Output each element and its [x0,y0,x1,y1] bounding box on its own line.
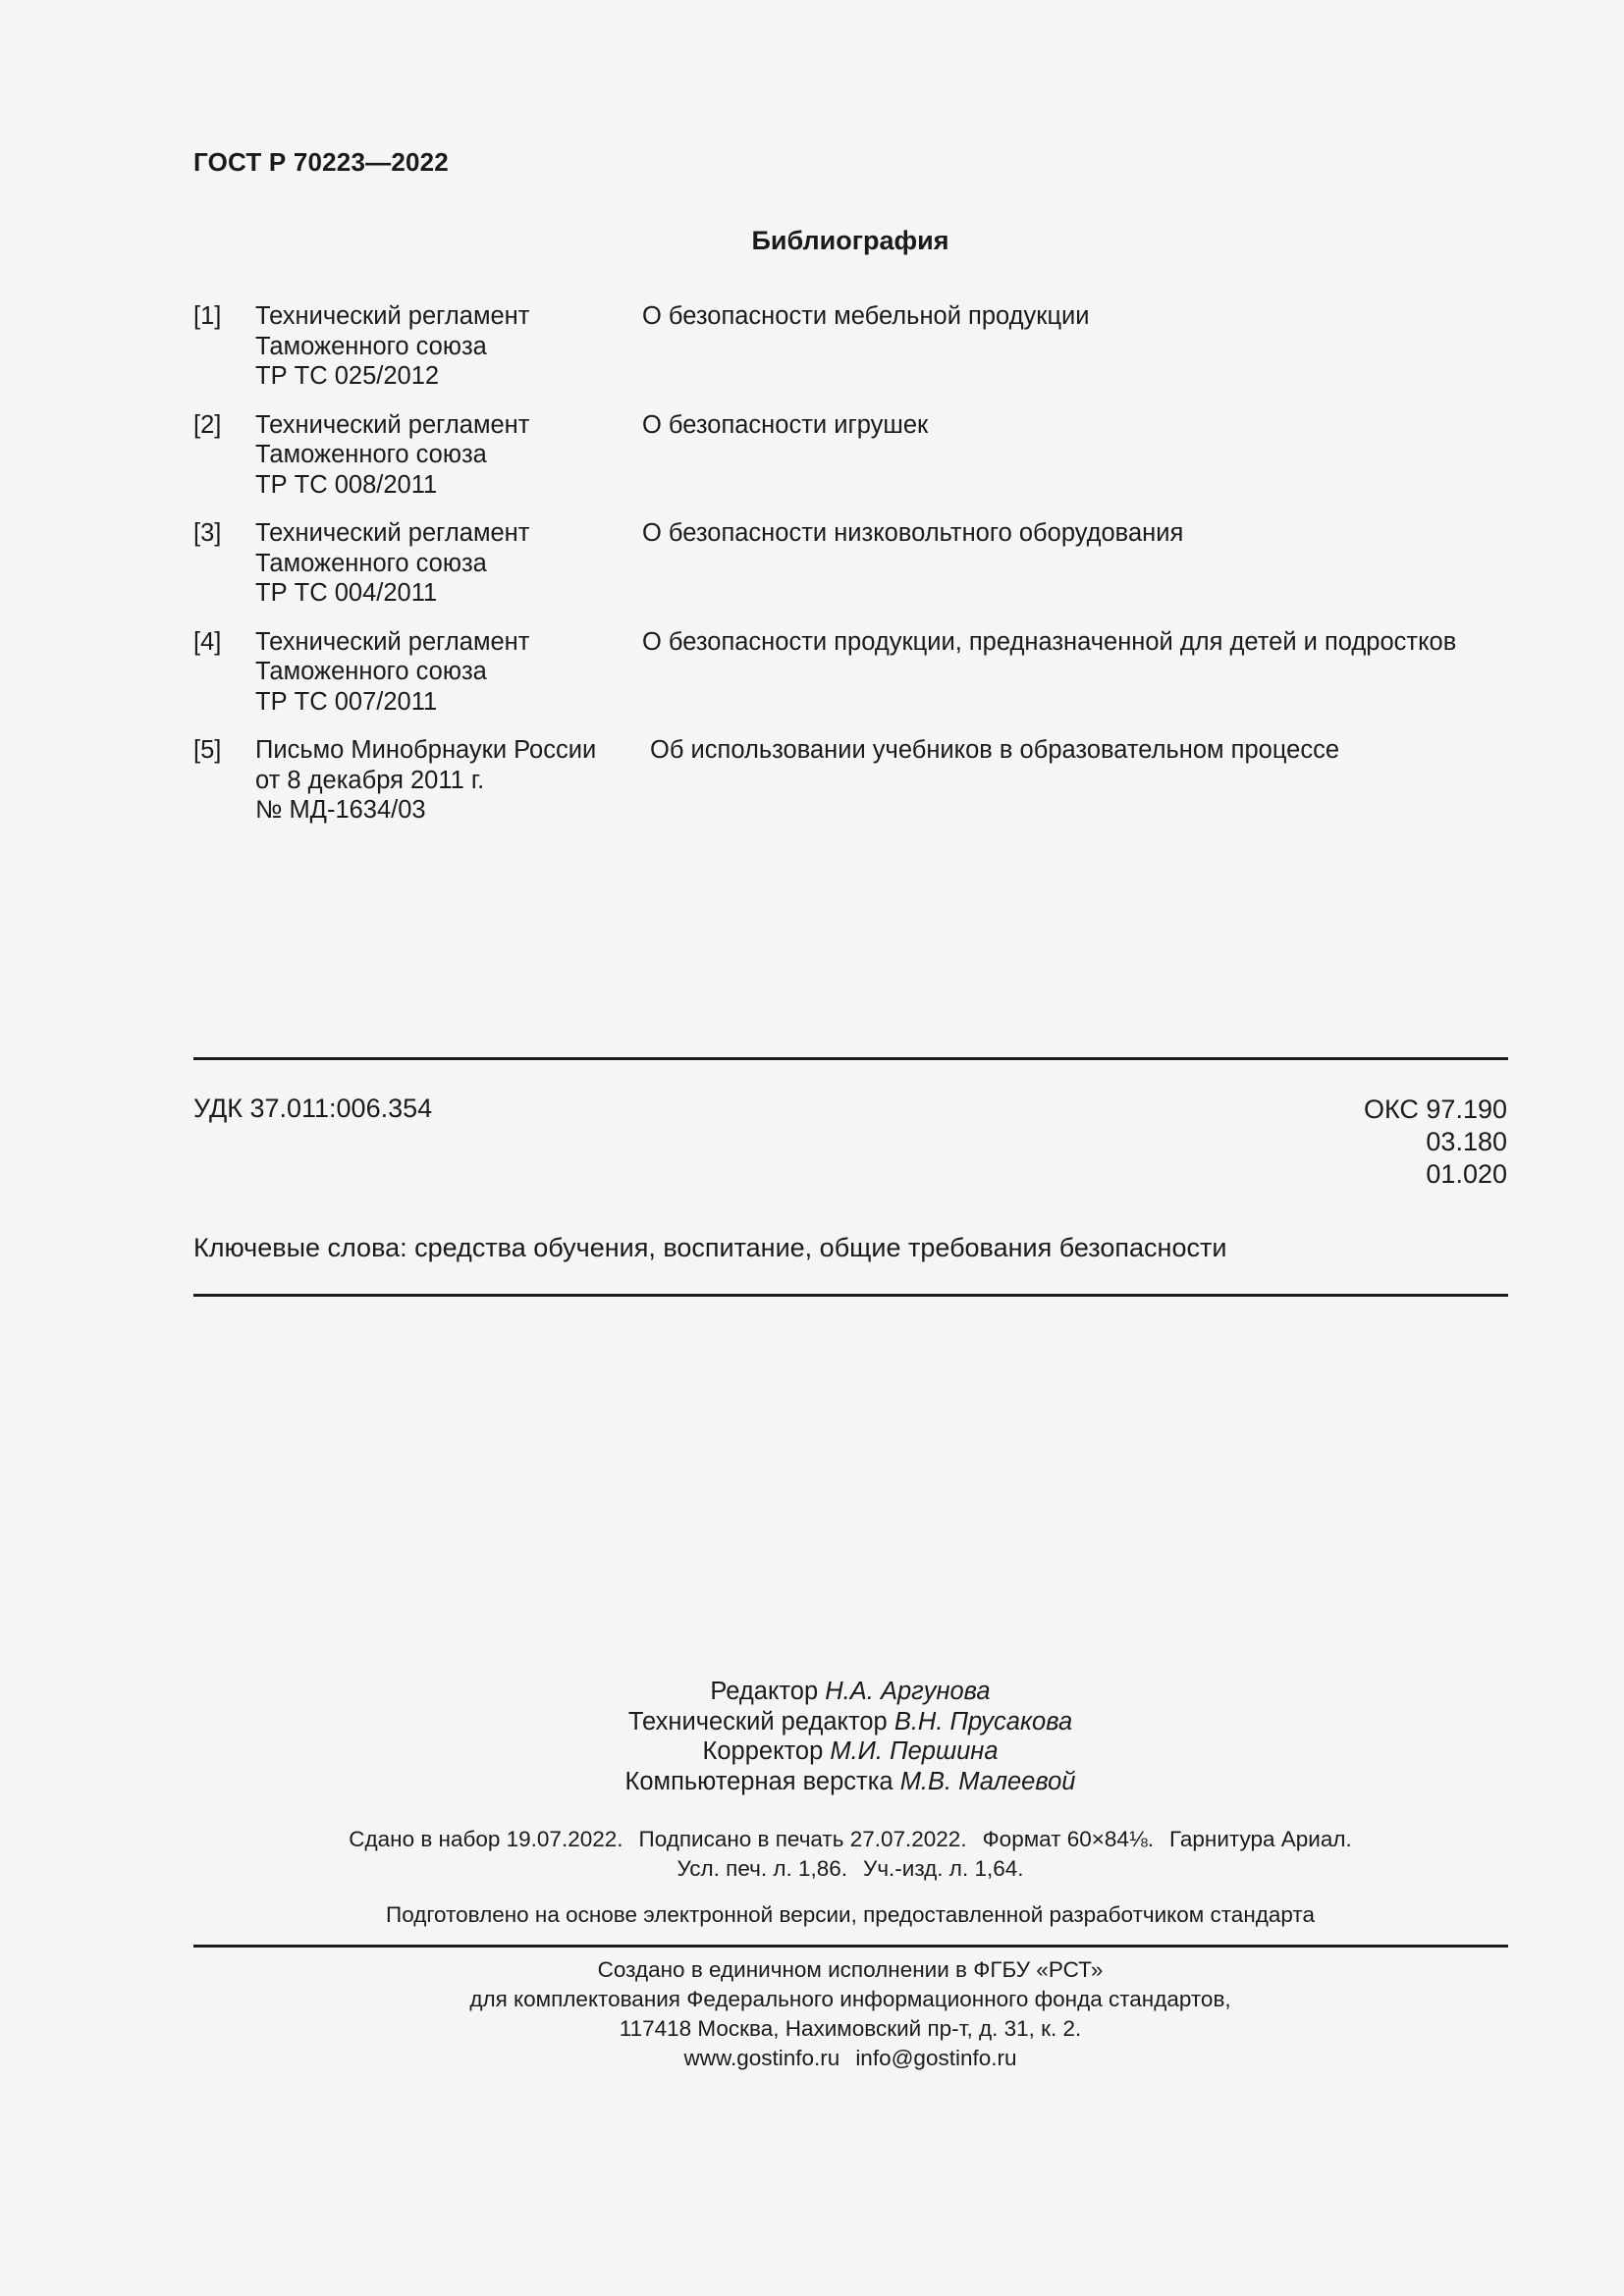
credit-name: В.Н. Прусакова [893,1707,1073,1735]
bibliography-item-1 [193,301,1509,392]
print-info [0,1825,1624,1884]
oks-code: ОКС 97.190 [1363,1095,1507,1124]
bibliography-item-title: О безопасности продукции, предназначенной для детей и подростков [642,627,1457,656]
source-line: Таможенного союза [255,549,487,577]
source-line: Технический регламент [255,627,530,656]
typeface: Гарнитура Ариал. [1168,1827,1352,1851]
source-line: Таможенного союза [255,658,487,685]
submitted-date: Сдано в набор 19.07.2022. [349,1827,623,1851]
credit-line [0,1677,1624,1707]
credit-line [0,1767,1624,1797]
prepared-note: Подготовлено на основе электронной версии, предоставленной разработчиком стандарта [386,1902,1315,1927]
bibliography-item-title: Об использовании учебников в образовательном процессе [650,736,1340,764]
divider-top [193,1057,1508,1060]
divider-middle [193,1294,1508,1297]
bibliography-item-source [255,301,642,392]
publisher-line: Создано в единичном исполнении в ФГБУ «РСТ» [597,1957,1104,1982]
bibliography-item-title: О безопасности игрушек [642,410,929,439]
email-link[interactable]: info@gostinfo.ru [855,2046,1017,2070]
credit-name: Н.А. Аргунова [825,1678,991,1705]
bibliography-item-title: О безопасности низковольтного оборудования [642,519,1184,547]
publisher-block [0,1955,1624,2073]
bibliography-item-3 [193,518,1509,609]
udk-code: УДК 37.011:006.354 [193,1094,433,1123]
source-line: Технический регламент [255,519,530,547]
divider-bottom [193,1945,1508,1948]
bibliography-item-number: [4] [193,627,222,656]
credit-role: Редактор [710,1678,819,1705]
source-line: Письмо Минобрнауки России [255,736,597,764]
publisher-address: 117418 Москва, Нахимовский пр-т, д. 31, к. 2. [619,2016,1082,2041]
oks-code: 03.180 [1426,1127,1507,1156]
source-line: от 8 декабря 2011 г. [255,766,485,794]
bibliography-item-2 [193,410,1509,501]
paper-format: Формат 60×84⅛. [982,1827,1154,1851]
bibliography-item-5 [193,735,1509,826]
bibliography-item-source [255,735,642,826]
bibliography-item-source [255,410,642,501]
credit-line [0,1707,1624,1737]
print-sheets: Усл. печ. л. 1,86. [677,1856,848,1881]
bibliography-item-number: [3] [193,519,222,547]
credit-role: Технический редактор [627,1707,888,1735]
bibliography-item-number: [2] [193,410,222,439]
credit-line [0,1736,1624,1767]
credit-name: М.В. Малеевой [899,1767,1076,1795]
source-line: ТР ТС 004/2011 [255,579,438,607]
signed-date: Подписано в печать 27.07.2022. [638,1827,967,1851]
source-line: Таможенного союза [255,441,487,468]
bibliography-item-source [255,627,642,718]
bibliography-item-title: О безопасности мебельной продукции [642,302,1090,330]
oks-codes [1364,1094,1507,1191]
print-info-line [0,1854,1624,1884]
source-line: ТР ТС 025/2012 [255,362,440,390]
print-info-line [0,1825,1624,1854]
source-line: Технический регламент [255,302,530,330]
source-line: Таможенного союза [255,332,487,360]
credits-block [0,1677,1624,1796]
credit-role: Корректор [702,1737,824,1765]
publish-sheets: Уч.-изд. л. 1,64. [863,1856,1024,1881]
bibliography-heading: Библиография [751,226,949,255]
bibliography-item-4 [193,627,1509,718]
publisher-contacts [0,2044,1624,2073]
publisher-line: для комплектования Федерального информационного фонда стандартов, [469,1987,1231,2011]
document-code: ГОСТ Р 70223—2022 [193,147,449,177]
website-link[interactable]: www.gostinfo.ru [683,2046,840,2070]
oks-code: 01.020 [1426,1159,1507,1189]
source-line: Технический регламент [255,410,530,439]
source-line: № МД-1634/03 [255,796,426,824]
source-line: ТР ТС 008/2011 [255,470,438,499]
bibliography-list [193,301,1509,844]
credit-role: Компьютерная верстка [624,1767,893,1795]
source-line: ТР ТС 007/2011 [255,687,438,716]
bibliography-item-number: [1] [193,302,222,330]
keywords: Ключевые слова: средства обучения, воспитание, общие требования безопасности [193,1233,1227,1262]
credit-name: М.И. Першина [830,1737,999,1765]
bibliography-item-number: [5] [193,736,222,764]
bibliography-item-source [255,518,642,609]
